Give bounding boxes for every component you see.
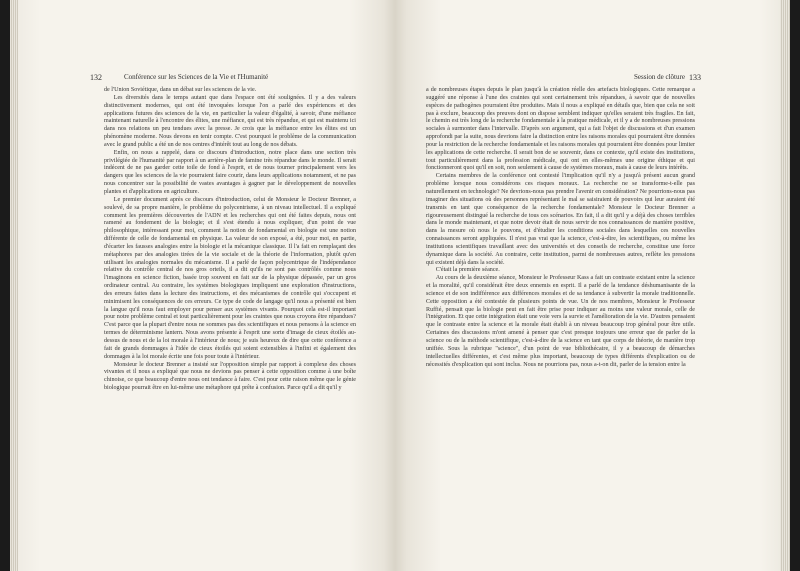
left-page-edge xyxy=(10,0,18,571)
paragraph: a de nombreuses étapes depuis le plan jusqu'à la création réelle des artefacts biologiques. Cette remarque a suggéré une réponse à l'une des craintes qui sont certainement très répandues, à savoir que de nouvelles espèces de pathogènes pourraient être produites. Mais il nous a expliqué en détails que, bien que cela ne soit pas à exclure, beaucoup des preuves dont on dispose semblent indiquer qu'elles seraient très fragiles. En fait, le chemin est très long de la recherche fondamentale à la pratique médicale, et il y a de nombreuses pressions sociales à surmonter dans l'intervalle. D'après son argument, qui a fait l'objet de discussions et d'un examen approfondi par la suite, nous devrions faire la distinction entre les raisons morales qui pourraient être données pour la restriction de la recherche fondamentale et les raisons morales qui pourraient être données pour limiter les applications de cette recherche. Il serait bon de se souvenir, dans ce contexte, qu'il existe des institutions, tout particulièrement dans la profession médicale, qui ont en elles-mêmes une origine éthique et qui fonctionneront quoi qu'il en soit, non seulement à cause de systèmes moraux, mais à cause de leurs intérêts. xyxy=(426,87,695,172)
right-page xyxy=(395,0,780,571)
right-page-text xyxy=(426,87,695,369)
right-running-head: Session de clôture xyxy=(634,73,685,81)
paragraph: Au cours de la deuxième séance, Monsieur le Professeur Kass a fait un contraste existant entre la science et la moralité, qu'il considérait être deux ennemis en esprit. Il a parlé de la tendance déshumanisante de la science et de son indifférence aux différences morales et de sa tendance à subvertir la morale traditionnelle. Cette opposition a été contestée de plusieurs points de vue. Un de nos membres, Monsieur le Professeur Ruffié, pensait que la biologie peut en fait être prise pour indiquer au moins une valeur morale, celle de l'intégration. Et que cette intégration était une voie vers la survie et l'amélioration de la vie. D'autres pensaient que le contraste entre la science et la morale était établi à un niveau beaucoup trop général pour être utile. Certaines des discussions m'ont amené à penser que c'est presque toujours une erreur que de parler de la science ou de la méthode scientifique, c'est-à-dire de la science en tant que corps de théorie, de manière trop unifiée. Sous la rubrique "science", d'un point de vue bibliothécaire, il y a beaucoup de démarches intellectuelles différentes, et c'est même plus important, beaucoup de types différents d'explication ou de nécessités d'explication qui sont inclus. Nous ne pourrions pas, nous a-t-on dit, parler de la tension entre la xyxy=(426,275,695,368)
paragraph: Enfin, on nous a rappelé, dans ce discours d'introduction, notre place dans une section très privilégiée de l'humanité par rapport à un arrière-plan de famine très répandue dans le monde. Il serait indécent de ne pas garder cette toile de fond à l'esprit, et de nous tourner principalement vers les dangers que les sciences de la vie pourraient faire courir, dans leurs applications notamment, et ne pas nous concentrer sur la possibilité de vastes avantages à gagner par le développement de nouvelles plantes et d'applications en agriculture. xyxy=(104,149,356,195)
paragraph: Certains membres de la conférence ont contesté l'implication qu'il n'y a jusqu'à présent aucun grand problème lorsque nous considérons ces risques moraux. La recherche ne se transforme-t-elle pas naturellement en technologie? Ne devrions-nous pas prendre l'avenir en considération? Ne pourrions-nous pas imaginer des situations où des personnes représentant le mal se saisiraient de pouvoirs qui leur auraient été transmis en tant que conséquence de la recherche fondamentale? Monsieur le Docteur Brenner a rigoureusement distingué la recherche de tous ces scénarios. En fait, il a dit qu'il y a déjà des choses terribles dans le monde maintenant, et que notre devoir était de nous servir de nos connaissances de manière positive, dans la mesure où nous le pouvons, et d'étudier les conditions sociales dans lesquelles ces nouvelles connaissances seront appliquées. Il n'est pas vrai que la science, c'est-à-dire, les scientifiques, ou même les institutions scientifiques travaillant avec des universités et des conseils de recherche, constitue une force dynamique dans la société. Au contraire, cette institution, parmi de nombreuses autres, reflète les pressions qui existent déjà dans la société. xyxy=(426,173,695,266)
paragraph: de l'Union Soviétique, dans un débat sur les sciences de la vie. xyxy=(104,87,257,93)
right-folio: 133 xyxy=(689,73,701,82)
paragraph: Le premier document après ce discours d'introduction, celui de Monsieur le Docteur Brenner, a soulevé, de sa propre manière, le problème du polycentrisme, à un niveau intellectuel. Il a expliqué comment les premières découvertes de l'ADN et les recherches qui ont été faites depuis, nous ont ramené au fondement de la biologie; et il s'est étendu à nous expliquer, d'un point de vue philosophique, intéressant pour moi, comment la notion de fondamental en biologie est une notion différente de celle de fondamental en physique. La valeur de son exposé, a été, pour moi, en partie, d'écarter les fausses analogies entre la biologie et la mécanique classique. Il l'a fait en remplaçant des métaphores par des analogies tirées de la vie sociale et de la théorie de l'information, plutôt qu'en utilisant les analogies normales du mécanisme. Il a parlé de façon polycentrique de l'indépendance relative du contrôle central de nos gros orteils, il a dit qu'ils ne sont pas contrôlés comme nous l'imaginons en science fiction, basée trop souvent en fait sur de la physique dépassée, par un gros ordinateur central. Au contraire, les systèmes biologiques impliquent une exploration d'instructions, des erreurs faites dans la lecture des instructions, et des mécanismes de contrôle qui s'occupent et minimisent les conséquences de ces erreurs. Ce type de code de langage qu'il nous a présenté est bien la langue qu'il nous faut employer pour penser aux systèmes vivants. Pourquoi cela est-il important pour notre problème central et tout particulièrement pour les craintes que nous croyons être répandues? C'est parce que la plupart d'entre nous ne sommes pas des scientifiques et nous pensons à la science en termes de déterminisme lantern. Nous avons présente à l'esprit une sorte d'image de cieux étoilés au-dessus de nous et de la loi morale à l'intérieur de nous; je suis heureux de dire que cette conférence a fait de grands dommages à l'idée de cieux étoilés qui soient extensibles à l'infini et également des dommages à la loi morale écrite une fois pour toute à l'intérieur. xyxy=(104,196,356,360)
left-running-head: Conférence sur les Sciences de la Vie et l'Humanité xyxy=(124,73,269,81)
left-page xyxy=(18,0,395,571)
left-folio: 132 xyxy=(90,73,102,82)
paragraph: Les diversités dans le temps autant que dans l'espace ont été soulignées. Il y a des valeurs distinctivement modernes, qui ont été invoquées lorsque l'on a parlé des expériences et des applications futures des sciences de la vie, en particulier la valeur d'égalité, à savoir, d'une méfiance maintenant naturelle à l'encontre des élites, une méfiance, qui est très répandue, et qui est maintenu ici dans nos relations un peu tendues avec la presse. Je crois que la méfiance entre les élites est un phénomène moderne. Nous devons en tenir compte. C'est pourquoi le problème de la communication avec le grand public a été un de nos centres d'intérêt tout au long de nos débats. xyxy=(104,94,356,148)
right-page-edge xyxy=(780,0,790,571)
paragraph: C'était la première séance. xyxy=(435,267,500,274)
paragraph: Monsieur le docteur Brenner a insisté sur l'opposition simple par rapport à complexe des choses vivantes et il nous a expliqué que nous ne devions pas penser à cette opposition comme à une boîte chinoise, ce que beaucoup d'entre nous ont tendance à faire. C'est pour cette raison même que le génie biologique pourrait être en lui-même une métaphore qui prête à confusion. Parce qu'il a dit qu'il y xyxy=(104,361,356,392)
left-page-text xyxy=(104,87,356,393)
